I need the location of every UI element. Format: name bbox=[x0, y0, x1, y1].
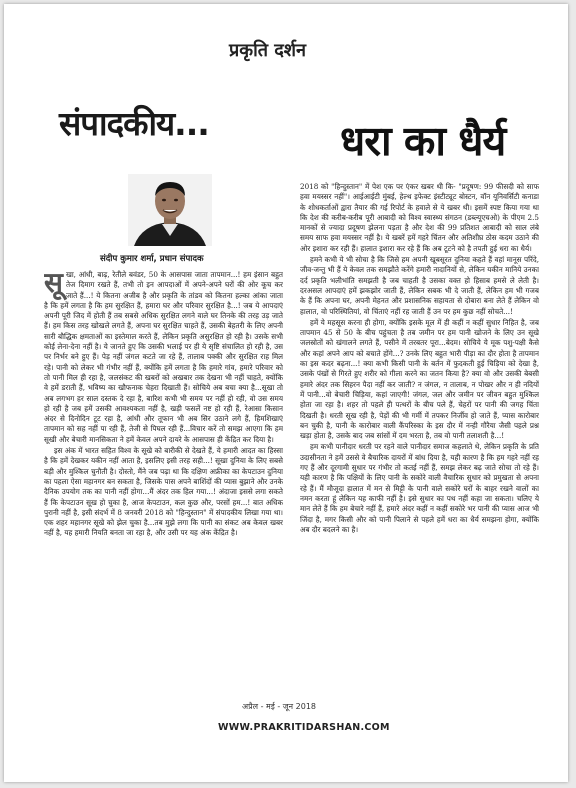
issue-date: अप्रैल - मई - जून 2018 bbox=[242, 702, 317, 711]
article-title: धरा का धैर्य bbox=[340, 117, 506, 165]
paragraph bbox=[44, 270, 283, 445]
paragraph: हमने कभी ये भी सोचा है कि जिसे हम अपनी खूबसूरत दुनिया कहते हैं वहां मानूस परिंदे, जीव-जन्तु भी हैं ये केवल तक समझौते करेंगे हमारी नादानियों से, लेकिन यकीन मानिये उनका दर्द प्रकृति भलीभांति समझती है जब चाहती है उसका वक्त हो हिसाब हमसे ले लेती है। दरअसल आपदाएं हमें झकझोर जाती हैं, लेकिन सबक भी दे जाती हैं, लेकिन हम भी गजब के हैं कि अपना घर, अपनी मेहनत और प्रशासनिक सहायता से दोबारा बना लेते हैं लेकिन वो हालात, वो परिस्थितियां, वो चिंताएं नहीं रह जाती हैं उन पर हम कुछ नहीं सोचते...! bbox=[300, 255, 539, 316]
section-title: प्रकृति दर्शन bbox=[229, 40, 307, 61]
left-column bbox=[44, 270, 283, 690]
byline: संदीप कुमार शर्मा, प्रधान संपादक bbox=[100, 254, 204, 264]
paragraph-text: खा, आंधी, बाढ़, रेतीले बवंडर, 50 के आसपास जाता तापमान...! हम इंसान बहुत तेज दिमाग रखते हैं, तभी तो इन आपदाओं में अपने-अपने घरों की ओर कूच कर जाते हैं...! ये कितना अजीब है और प्रकृति के तांडव को कितना हल्का आंका जाता है कि हमें लगता है कि हम सुरक्षित हैं, हमारा घर और परिवार सुरक्षित है...! जब ये आपदाएं अपनी पूरी जिद में होती हैं तब सबसे अधिक सुरक्षित लगने वाले घर तिनके की तरह उड़ जाते हैं। हम किस तरह खोखले लगते हैं, अपना घर सुरक्षित चाहते हैं, उसकी बेहतरी के लिए अपनी सारी बौद्धिक क्षमताओं का इस्तेमाल करते हैं, लेकिन प्रकृति असुरक्षित हो रही है। उसके सभी कोई लेना-देना नहीं है। ये जानते हुए कि उसकी भलाई पर ही ये सृष्टि संचालित हो रही है, उस पर निर्भर बने हुए हैं। पेड़ नहीं जंगल कटते जा रहे हैं, तालाब पक्की और सुरक्षित राह मिल रहे। पानी को लेकर भी गंभीर नहीं हैं, क्योंकि हमें लगता है कि हमारे गांव, हमारे परिवार को तो पानी मिल ही रहा है, जलसंकट की खबरों को अखबार तक देखना भी नहीं चाहते, क्योंकि वे हमें डराती हैं, भविष्य का खौफनाक चेहरा दिखाती हैं। सोचिये अब बचा क्या है...सूखा तो अब लगभग हर साल दस्तक दे रहा है, बारिश कभी भी समय पर नहीं हो रही, वो उस समय हो रही है जब हमें उसकी आवश्यकता नहीं है, खड़ी फसलें नष्ट हो रही हैं, रेआसा किसान अंदर से दिनोदिन टूट रहा है, आंधी और तूफान भी अब सिर उठाने लगे हैं, हिमशिखाएं तापमान को सह नहीं पा रही हैं, तेजी से पिघल रही हैं...विचार करें तो समझ आएगा कि हम सूखी और बेचारी मानसिकता ने हमें केवल अपने दायरे के आसपास ही केंद्रित कर दिया है। bbox=[44, 270, 283, 444]
magazine-page bbox=[4, 4, 568, 782]
website-link[interactable]: WWW.PRAKRITIDARSHAN.COM bbox=[218, 722, 390, 733]
paragraph: हमें ये महसूस करना ही होगा, क्योंकि इसके मूल में ही कहीं न कहीं सुधार निहित है, जब तापमान 45 से 50 के बीच पहुंचता है तब जमीन पर हम पानी खोजने के लिए उन सूखे जलस्रोतों को खंगालने लगते हैं, पसीने में तरबतर पूरा...बेदम। सोचिये ये मूक पशु-पक्षी कैसे और कहां अपने आप को बचाते होंगे...? उनके लिए बहुत भारी पीड़ा का दौर होता है तापमान का इस कदर बढ़ना...! क्या कभी किसी पानी के बर्तन में फुदकती हुई चिड़िया को देखा है, उसके पंखों से गिरते हुए शरीर को गीला करने का जतन किया है? क्या वो और उसकी बेबसी हमारे अंदर तक सिहरन पैदा नहीं कर जाती? न जंगल, न तालाब, न पोखर और न ही नदियों में पानी...वो बेचारी चिड़िया, कहां जाएगी! जंगल, जल और जमीन पर जीवन बहुत मुश्किल होता जा रहा है। शहर तो पहले ही पत्थरों के बीच पले हैं, चेहरों पर पानी की जगह चिंता दिखती है। धरती सूख रही है, पेड़ों की भी गर्मी में तपकर निर्जीव हो जाते हैं, प्यास कारोबार बन चुकी है, पानी के कारोबार वाली कैंपरिस्का के इस दौर में नन्ही गौरैया जैसी पहले प्रश्न खड़ा होता है, उसके बाद जब सांसों में दम भरता है, तब वो पानी तलाशती है...! bbox=[300, 317, 539, 441]
right-column bbox=[300, 182, 539, 690]
paragraph: इस अंक में भारत सहित विश्व के सूखे को बारीकी से देखते हैं, ये हमारी आदत का हिस्सा है कि हमें देखकर यकीन नहीं आता है, इसलिए इसी तरह सही...! सूखा दुनिया के लिए सबसे बड़ी और मुश्किल चुनौती है। दोस्तो, मैंने जब पढ़ा था कि दक्षिण अफ्रीका का केपटाउन दुनिया का पहला ऐसा महानगर बन सकता है, जिसके पास अपने बाशिंदों की प्यास बुझाने और उनके दैनिक उपयोग तक का पानी नहीं होगा...मैं अंदर तक हिल गया...! अंदाजा इससे लगा सकते हैं कि केपटाउन सूख हो चुका है, आज केपटाउन, कल कुछ और, परसों हम...! बात अधिक पुरानी नहीं है, इसी संदर्भ में 8 जनवरी 2018 को "हिन्दुस्तान" में संपादकीय लिखा गया था। एक शहर महानगर सूखे को झेल चुका है...तब मुझे लगा कि पानी का संकट अब केवल खबर नहीं है, यह हमारी नियति बनता जा रहा है, और उसी पर यह अंक केंद्रित है। bbox=[44, 446, 283, 538]
editorial-heading: संपादकीय... bbox=[59, 104, 209, 143]
paragraph: 2018 को "हिन्दुस्तान" में पेश एक पर एंकर खबर थी कि- "प्रदूषण: 99 फीसदी को साफ हवा मयस्सर नहीं"। आईआईटी मुंबई, हेल्थ इफेक्ट इंस्टीट्यूट बोस्टन, वॉन यूनिवर्सिटी कनाडा के शोधकर्ताओं द्वारा तैयार की गई रिपोर्ट के हवाले से ये खबर थी। इसमें स्पष्ट किया गया था कि देश की करीब-करीब पूरी आबादी को विश्व स्वास्थ्य संगठन (डब्ल्यूएचओ) के पीएम 2.5 मानकों से ज्यादा प्रदूषण झेलना पड़ता है और देश की 99 प्रतिशत आबादी को साल लंबे समय साफ हवा मयस्सर नहीं है। ये खबरें हमें गहरे चिंतन और अतिशीघ्र ठोस कदम उठाने की ओर इशारा कर रही हैं। हालात इशारा कर रहे हैं कि अब टूटने को है तपती हुई धरा का धैर्य। bbox=[300, 182, 539, 253]
editor-photo bbox=[128, 174, 212, 246]
dropcap: सू bbox=[44, 270, 63, 299]
paragraph: हम कभी पानीदार धरती पर रहने वाले पानीदार समाज कहलाते थे, लेकिन प्रकृति के प्रति उदासीनता ने हमें उससे वे बैचारिक दायरों में बांध दिया है, यही कारण है कि हम गहरे नहीं रह गए हैं और दूरगामी सुधार पर गंभीर तो कतई नहीं हैं, समझ लेकर बढ़ जाते सोचा तो रहे हैं। यही कारण है कि पक्षियों के लिए पानी के सकोरे वाली वैचारिक सुधार को प्रमुखता से अपना रहे हैं। मैं मौजूदा हालात में मन से मिट्टी के पानी वाले सकोरे घरों के बाहर रखने वालों का नमन करता हूं लेकिन यह काफी नहीं है। इसे सुधार का पथ नहीं कहा जा सकता। चलिए ये मान लेते हैं कि हम बेचारे नहीं हैं, हमारे अंदर कहीं न कहीं सकोरे भर पानी की प्यास आज भी जिंदा है, मगर किसी और को पानी पिलाने से पहले हमें धरा का धैर्य समझना होगा, क्योंकि अब दौर बदलने का है। bbox=[300, 442, 539, 534]
